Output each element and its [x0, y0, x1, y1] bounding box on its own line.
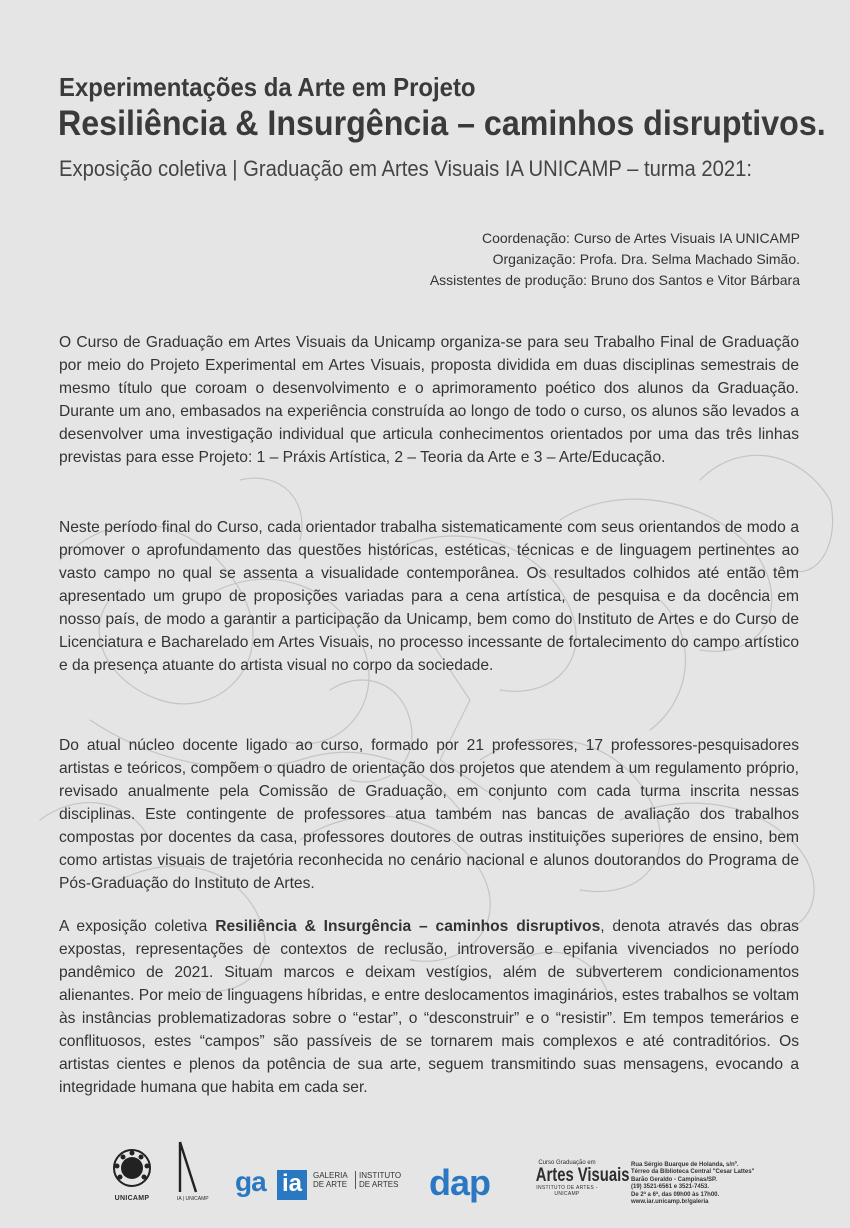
- gaia-galeria-line1: GALERIA: [313, 1171, 348, 1180]
- header-title-line2: Resiliência & Insurgência – caminhos disruptivos.: [58, 104, 826, 143]
- gaia-instituto-text: [355, 1171, 401, 1189]
- unicamp-logo-text: UNICAMP: [114, 1195, 150, 1202]
- unicamp-emblem-icon: [112, 1148, 152, 1188]
- ia-a-mark-icon: [177, 1140, 199, 1194]
- unicamp-logo: [110, 1148, 154, 1206]
- body-paragraph-1: O Curso de Graduação em Artes Visuais da Unicamp organiza-se para seu Trabalho Final de Graduação por meio do Projeto Experimental em Artes Visuais, proposta dividida em duas disciplinas semestrais de mesmo título que coroam o desenvolvimento e o aprimoramento poético dos alunos da Graduação. Durante um ano, embasados na experiência construída ao longo de todo o curso, os alunos são levados a desenvolver uma investigação individual que articula conhecimentos orientados por uma das três linhas previstas para esse Projeto: 1 – Práxis Artística, 2 – Teoria da Arte e 3 – Arte/Educação.: [59, 334, 799, 466]
- gallery-address: [631, 1162, 754, 1206]
- p4-rest: , denota através das obras expostas, representações de contextos de reclusão, introversão e epifania vivenciados no período pandêmico de 2021. Situam marcos e deixam vestígios, além de subverterem condicionamentos alienantes. Por meio de linguagens híbridas, e entre deslocamentos imaginários, estes trabalhos se voltam às instâncias problematizadoras sobre o “estar”, o “desconstruir” e o “resistir”. Em tempos temerários e conflituosos, estes “campos” são passíveis de se tornarem mais complexos e até contraditórios. Os artistas cientes e plenos da potência de sua arte, seguem transmitindo suas mensagens, evocando a integridade humana que habita em cada ser.: [59, 918, 799, 1096]
- body-paragraph-4: [59, 915, 799, 1099]
- gaia-ga-text: ga: [235, 1166, 266, 1197]
- address-line[interactable]: www.iar.unicamp.br/galeria: [631, 1199, 709, 1206]
- gaia-ia-box: ia: [277, 1170, 307, 1200]
- gaia-instituto-line2: DE ARTES: [359, 1180, 399, 1189]
- body-paragraph-2: Neste período final do Curso, cada orientador trabalha sistematicamente com seus orientandos de modo a promover o aprofundamento das questões históricas, estéticas, técnicas e de linguagem pertinentes ao vasto campo no qual se assenta a visualidade contemporânea. Os resultados colhidos até então têm apresentado um grupo de proposições variadas para a cena artística, de pesquisa e da docência em nosso país, de modo a garantir a participação da Unicamp, bem como do Instituto de Artes e do Curso de Licenciatura e Bacharelado em Artes Visuais, no processo incessante de fortalecimento do campo artístico e da presença atuante do artista visual no corpo da sociedade.: [59, 519, 799, 674]
- p4-intro: A exposição coletiva: [59, 918, 216, 935]
- credit-production-assistants: Assistentes de produção: Bruno dos Santos e Vitor Bárbara: [429, 272, 800, 288]
- address-line: Barão Geraldo - Campinas/SP.: [631, 1176, 717, 1183]
- artes-visuais-logo: [527, 1160, 630, 1197]
- ia-unicamp-logo: [177, 1140, 209, 1206]
- gaia-instituto-line1: INSTITUTO: [359, 1171, 402, 1180]
- address-line: Rua Sérgio Buarque de Holanda, s/nº.: [631, 1162, 739, 1168]
- footer-logos: [95, 1140, 815, 1210]
- address-line: (19) 3521-6561 e 3521-7453.: [631, 1184, 710, 1191]
- artes-visuais-top: Curso Graduação em: [538, 1160, 596, 1166]
- gaia-galeria-line2: DE ARTE: [313, 1180, 348, 1189]
- ia-unicamp-text: IA | UNICAMP: [177, 1196, 209, 1202]
- dap-logo: dap: [429, 1162, 491, 1203]
- credits-block: [430, 228, 800, 291]
- exhibition-title-bold: Resiliência & Insurgência – caminhos disruptivos: [215, 918, 601, 935]
- header-title-line1: Experimentações da Arte em Projeto: [59, 72, 476, 102]
- credit-organization: Organização: Profa. Dra. Selma Machado Simão.: [492, 251, 800, 267]
- address-line: Térreo da Biblioteca Central "Cesar Lattes": [631, 1169, 755, 1176]
- artes-visuais-title: Artes Visuais: [535, 1165, 630, 1186]
- body-paragraph-3: Do atual núcleo docente ligado ao curso, formado por 21 professores, 17 professores-pesquisadores artistas e teóricos, compõem o quadro de orientação dos projetos que atendem a um regulamento próprio, revisado anualmente pela Comissão de Graduação, em conjunto com cada turma inscrita nessas disciplinas. Este contingente de professores atua também nas bancas de avaliação dos trabalhos compostas por docentes da casa, professores doutores de outras instituições superiores de ensino, bem como artistas visuais de trajetória reconhecida no cenário nacional e alunos doutorandos do Programa de Pós-Graduação do Instituto de Artes.: [59, 737, 799, 892]
- credit-coordination: Coordenação: Curso de Artes Visuais IA UNICAMP: [481, 230, 800, 246]
- header-subtitle: Exposição coletiva | Graduação em Artes Visuais IA UNICAMP – turma 2021:: [59, 156, 753, 181]
- artes-visuais-sub: INSTITUTO DE ARTES - UNICAMP: [536, 1185, 598, 1197]
- address-line: De 2ª a 6ª, das 09h00 às 17h00.: [631, 1191, 720, 1198]
- gaia-galeria-text: [313, 1171, 348, 1189]
